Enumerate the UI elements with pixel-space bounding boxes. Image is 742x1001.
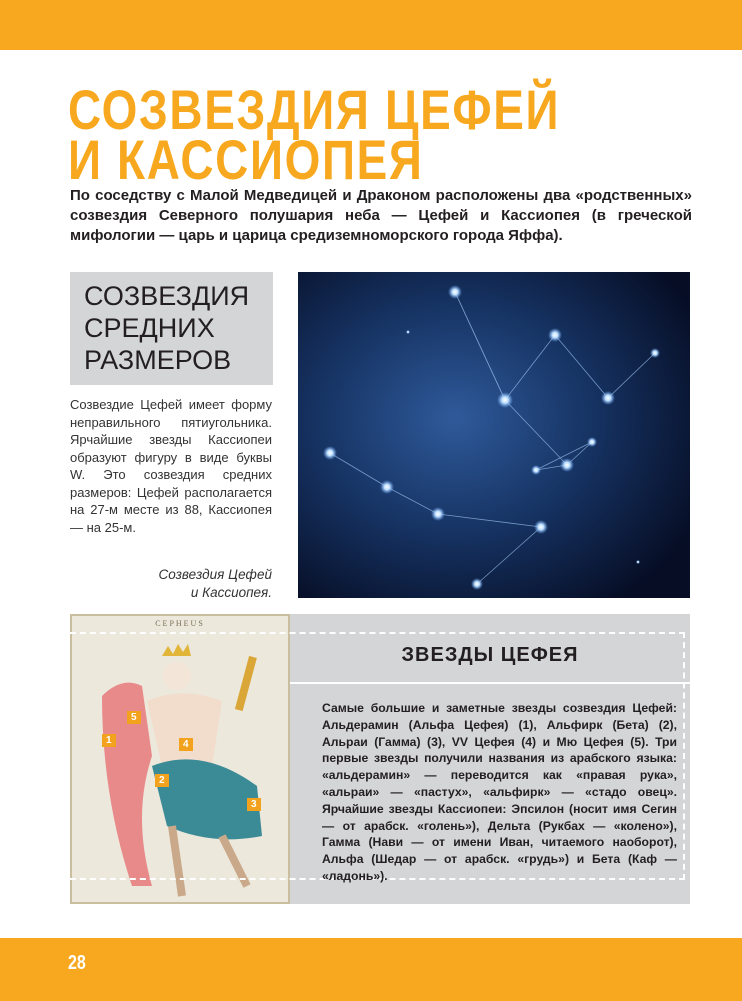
intro-paragraph: По соседству с Малой Медведицей и Драконом расположены два «родственных» созвездия Северного полушария неба — Цефей и Кассиопея (в греческой мифологии — царь и царица средиземноморского города Яффа).: [70, 187, 692, 244]
marker-2: 2: [155, 774, 169, 787]
page-title-line2: И КАССИОПЕЯ: [68, 128, 424, 191]
page-number: 28: [68, 952, 86, 974]
body-text: Созвездие Цефей имеет форму неправильного пятиугольника. Ярчайшие звезды Кассиопеи образуют фигуру в виде буквы W. Это созвездия средних размеров: Цефей располагается на 27-м месте из 88, Кассиопея — на 25-м.: [70, 397, 272, 535]
page-title-line1: СОЗВЕЗДИЯ ЦЕФЕЙ: [68, 78, 561, 141]
heading-line: СРЕДНИХ: [84, 313, 215, 343]
heading-line: РАЗМЕРОВ: [84, 345, 232, 375]
caption-line: и Кассиопея.: [190, 585, 272, 600]
dashed-frame-left: [10, 632, 12, 880]
box-heading: ЗВЕЗДЫ ЦЕФЕЯ: [401, 644, 579, 666]
marker-1: 1: [102, 734, 116, 747]
photo-caption: [70, 566, 272, 602]
box-text: Самые большие и заметные звезды созвездия Цефей: Альдерамин (Альфа Цефея) (1), Альфирк (Бета) (2), Альраи (Гамма) (3), VV Цефея (4) и Мю Цефея (5). Три первые звезды получили названия из арабского языка: «альдерамин» — переводится как «правая рука», «альраи» — «пастух», «альфирк» — «стадо овец». Ярчайшие звезды Кассиопеи: Эпсилон (носит имя Сегин — от арабск. «голень»), Дельта (Рукбах — «колено»), Гамма (Нави — от имени Иван, читаемого наоборот), Альфа (Шедар — от арабск. «грудь») и Бета (Каф — «ладонь»).: [322, 701, 677, 883]
section-heading: [70, 272, 273, 385]
bottom-band: [0, 938, 742, 1001]
illustration-title: CEPHEUS: [155, 619, 205, 628]
marker-4: 4: [179, 738, 193, 751]
divider: [290, 682, 690, 684]
caption-line: Созвездия Цефей: [158, 567, 272, 582]
top-band: [0, 0, 742, 50]
stars-of-cepheus-box: [290, 614, 690, 904]
marker-3: 3: [247, 798, 261, 811]
marker-5: 5: [127, 711, 141, 724]
constellation-photo: [298, 272, 690, 598]
heading-line: СОЗВЕЗДИЯ: [84, 281, 250, 311]
